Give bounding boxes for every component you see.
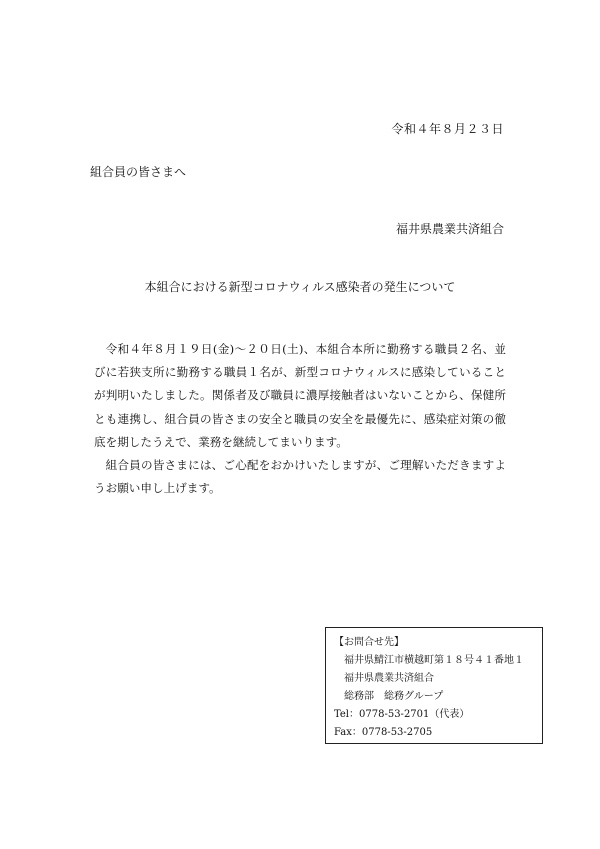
body-paragraph-2: 組合員の皆さまには、ご心配をおかけいたしますが、ご理解いただきますようお願い申し上げます。: [94, 458, 506, 496]
contact-organization: 福井県農業共済組合: [344, 673, 434, 684]
addressee: 組合員の皆さまへ: [90, 165, 187, 179]
contact-fax: Fax：0778-53-2705: [334, 727, 433, 738]
contact-department: 総務部 総務グループ: [344, 691, 444, 702]
body-text: [94, 338, 506, 500]
body-paragraph-1: 令和４年８月１９日(金)～２０日(土)、本組合本所に勤務する職員２名、並びに若狭支所に勤務する職員１名が、新型コロナウィルスに感染していることが判明いたしました。関係者及び職員に濃厚接触者はいないことから、保健所とも連携し、組合員の皆さまの安全と職員の安全を最優先に、感染症対策の徹底を期したうえで、業務を継続してまいります。: [94, 342, 506, 449]
document-title: 本組合における新型コロナウィルス感染者の発生について: [144, 280, 456, 294]
contact-address: 福井県鯖江市横越町第１８号４１番地１: [344, 655, 524, 666]
contact-heading: 【お問合せ先】: [334, 637, 404, 648]
contact-box: [325, 627, 543, 744]
sender-name: 福井県農業共済組合: [395, 222, 504, 236]
contact-tel: Tel：0778-53-2701（代表）: [334, 709, 470, 720]
document-date: 令和４年８月２３日: [391, 122, 504, 136]
